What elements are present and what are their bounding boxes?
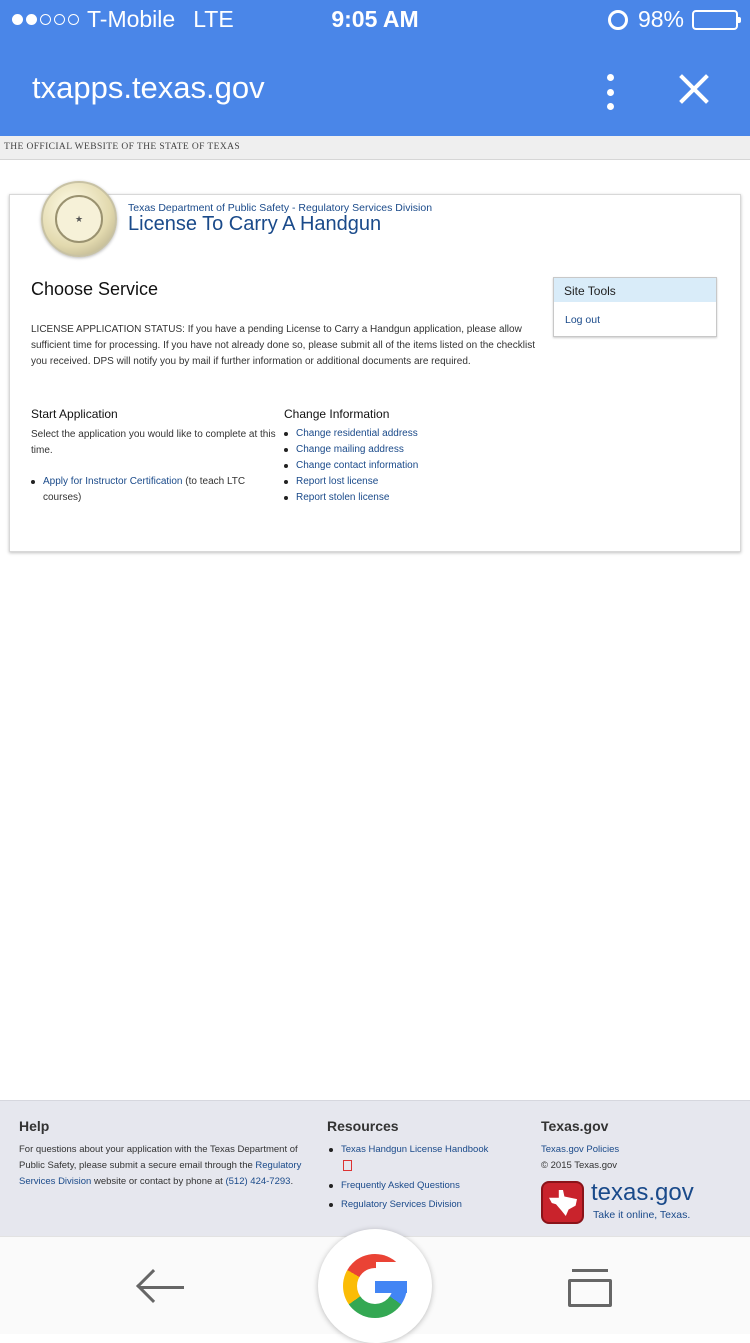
change-residential-link[interactable]: Change residential address: [296, 428, 418, 439]
carrier-name: T-Mobile: [87, 6, 176, 32]
change-mailing-link[interactable]: Change mailing address: [296, 444, 404, 455]
network-type: LTE: [193, 6, 234, 32]
handbook-link[interactable]: Texas Handgun License Handbook: [341, 1144, 489, 1155]
battery-icon: [692, 10, 738, 30]
battery-percent: 98%: [637, 6, 684, 32]
copyright-text: © 2015 Texas.gov: [541, 1160, 618, 1171]
texasgov-logo-word: texas.gov: [591, 1179, 694, 1206]
page-title: License To Carry A Handgun: [128, 213, 382, 235]
browser-top-bar: [0, 0, 750, 136]
url-text[interactable]: txapps.texas.gov: [32, 70, 265, 105]
bottom-navigation-bar: [0, 1236, 750, 1334]
footer-resources-heading: Resources: [327, 1118, 399, 1134]
list-item: [284, 426, 534, 442]
footer-help-heading: Help: [19, 1118, 50, 1134]
clock: 9:05 AM: [331, 6, 419, 32]
texasgov-logo[interactable]: [541, 1181, 701, 1225]
pdf-icon: [343, 1160, 352, 1171]
start-application-description: Select the application you would like to complete at this time.: [31, 429, 276, 456]
site-tools-box: [553, 277, 717, 337]
instructor-certification-link[interactable]: Apply for Instructor Certification: [43, 476, 183, 487]
instructor-link-suffix: (to teach LTC courses): [43, 476, 246, 503]
change-information-list: [284, 426, 534, 506]
start-application-list: [31, 474, 271, 506]
footer-resources-list: [327, 1142, 497, 1215]
site-tools-heading: Site Tools: [554, 278, 716, 302]
report-stolen-link[interactable]: Report stolen license: [296, 492, 390, 503]
change-contact-link[interactable]: Change contact information: [296, 460, 419, 471]
alarm-icon: [608, 10, 628, 30]
footer: [0, 1100, 750, 1236]
tabs-icon[interactable]: [566, 1269, 614, 1309]
phone-link[interactable]: (512) 424-7293: [225, 1176, 291, 1187]
google-icon[interactable]: [318, 1229, 432, 1343]
seal-star-icon: ★: [55, 195, 103, 243]
faq-link[interactable]: Frequently Asked Questions: [341, 1180, 460, 1191]
list-item: [327, 1178, 497, 1195]
list-item: [284, 458, 534, 474]
list-item: [284, 442, 534, 458]
close-icon[interactable]: [678, 73, 710, 105]
back-arrow-icon[interactable]: [136, 1267, 186, 1307]
url-bar: [0, 40, 750, 136]
status-right: [608, 6, 738, 33]
footer-help-text: For questions about your application with the Texas Department of Public Safety, please submit a secure email through the Regulatory Services Division website or contact by phone at (512) 424-7293.: [19, 1144, 302, 1187]
list-item: [327, 1197, 497, 1214]
report-lost-link[interactable]: Report lost license: [296, 476, 379, 487]
texasgov-logo-tagline: Take it online, Texas.: [593, 1209, 691, 1221]
start-application-heading: Start Application: [31, 407, 118, 421]
rsd-link[interactable]: Regulatory Services Division: [341, 1198, 462, 1210]
change-information-heading: Change Information: [284, 407, 390, 421]
department-name: Texas Department of Public Safety - Regulatory Services Division: [128, 202, 433, 214]
logout-link[interactable]: Log out: [565, 314, 601, 326]
dps-seal-logo: [41, 181, 117, 257]
footer-texasgov-heading: Texas.gov: [541, 1118, 609, 1134]
texasgov-policies-link[interactable]: Texas.gov Policies: [541, 1144, 620, 1155]
list-item: [31, 474, 271, 506]
application-status-text: LICENSE APPLICATION STATUS: If you have a pending License to Carry a Handgun application, please allow sufficient time for processing. If you have not already done so, please submit all of the items listed on the checklist you received. DPS will notify you by mail if further information or additional documents are required.: [31, 324, 535, 368]
section-heading: Choose Service: [31, 279, 159, 299]
regulatory-services-link[interactable]: Regulatory Services Division: [19, 1160, 302, 1187]
list-item: [284, 490, 534, 506]
official-banner: THE OFFICIAL WEBSITE OF THE STATE OF TEXAS: [0, 136, 750, 160]
texas-map-icon: [541, 1181, 584, 1224]
list-item: [284, 474, 534, 490]
more-vert-icon[interactable]: [604, 74, 616, 110]
list-item: [327, 1142, 497, 1176]
content-card: [9, 194, 741, 552]
status-bar: [0, 0, 750, 40]
